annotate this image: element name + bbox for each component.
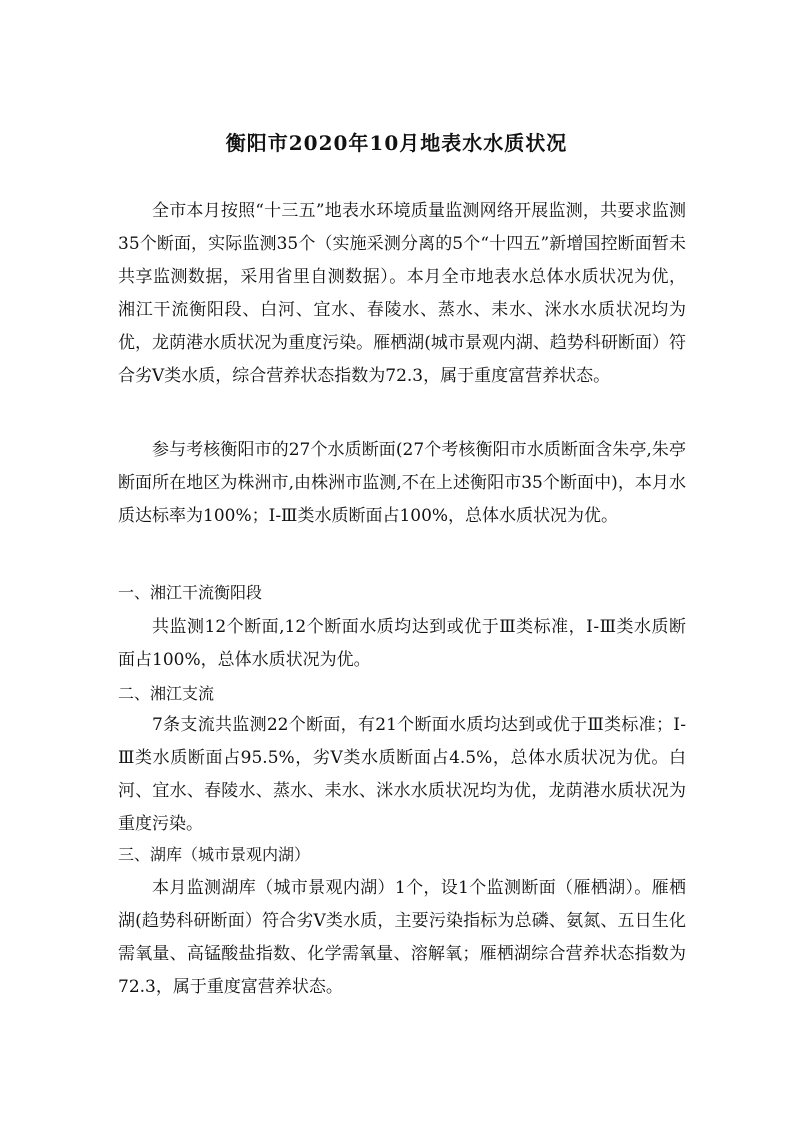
paragraph-mainstream: 共监测12个断面,12个断面水质均达到或优于Ⅲ类标准，Ⅰ-Ⅲ类水质断面占100%，总体水质状况为优。 bbox=[118, 617, 686, 670]
section-heading-tributaries: 二、湘江支流 bbox=[118, 684, 215, 703]
section-heading-lakes: 三、湖库（城市景观内湖） bbox=[118, 845, 311, 864]
paragraph-tributaries: 7条支流共监测22个断面，有21个断面水质均达到或优于Ⅲ类标准；Ⅰ-Ⅲ类水质断面占95.5%，劣Ⅴ类水质断面占4.5%，总体水质状况为优。白河、宜水、春陵水、蒸水、耒水、洣水水质状况均为优，龙荫港水质状况为重度污染。 bbox=[118, 715, 686, 834]
document-title: 衡阳市2020年10月地表水水质状况 bbox=[225, 131, 568, 155]
paragraph-assessment: 参与考核衡阳市的27个水质断面(27个考核衡阳市水质断面含朱亭,朱亭断面所在地区为株洲市,由株洲市监测,不在上述衡阳市35个断面中)，本月水质达标率为100%；Ⅰ-Ⅲ类水质断面占100%，总体水质状况为优。 bbox=[118, 440, 686, 526]
paragraph-lakes: 本月监测湖库（城市景观内湖）1个，设1个监测断面（雁栖湖）。雁栖湖(趋势科研断面）符合劣Ⅴ类水质，主要污染指标为总磷、氨氮、五日生化需氧量、高锰酸盐指数、化学需氧量、溶解氧；雁栖湖综合营养状态指数为72.3，属于重度富营养状态。 bbox=[118, 878, 686, 997]
section-heading-mainstream: 一、湘江干流衡阳段 bbox=[118, 583, 263, 602]
paragraph-overview: 全市本月按照“十三五”地表水环境质量监测网络开展监测，共要求监测35个断面，实际监测35个（实施采测分离的5个“十四五”新增国控断面暂未共享监测数据，采用省里自测数据）。本月全市地表水总体水质状况为优，湘江干流衡阳段、白河、宜水、春陵水、蒸水、耒水、洣水水质状况均为优，龙荫港水质状况为重度污染。雁栖湖(城市景观内湖、趋势科研断面）符合劣Ⅴ类水质，综合营养状态指数为72.3，属于重度富营养状态。 bbox=[118, 201, 686, 386]
